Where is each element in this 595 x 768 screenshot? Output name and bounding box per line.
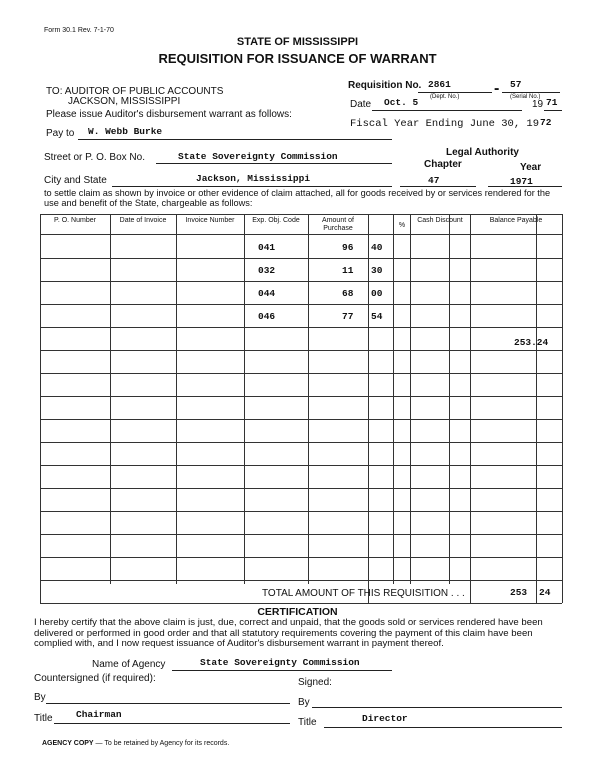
state-title: STATE OF MISSISSIPPI <box>236 36 359 48</box>
col-rule <box>449 214 450 584</box>
dept-no-line <box>418 92 492 93</box>
header-amount-of-purchase: Amount of Purchase <box>322 217 354 232</box>
year-label: Year <box>520 162 542 173</box>
table-row-rule <box>40 396 562 397</box>
signed-label: Signed: <box>298 677 332 688</box>
agency-label: Name of Agency <box>92 659 166 670</box>
agency-line <box>172 670 392 671</box>
right-title-line <box>324 727 562 728</box>
total-dollars: 253 <box>510 587 528 598</box>
table-row-rule <box>40 465 562 466</box>
row-4-cents: 54 <box>371 311 383 322</box>
table-row-rule <box>40 304 562 305</box>
date-line <box>372 110 522 111</box>
dept-no-note: (Dept. No.) <box>430 94 460 100</box>
row-1-code: 041 <box>258 242 276 253</box>
col-rule <box>40 214 41 603</box>
pay-to-label: Pay to <box>46 128 75 139</box>
serial-no-note: (Serial No.) <box>510 94 541 100</box>
header-date-of-invoice: Date of Invoice <box>119 217 167 224</box>
left-by-label: By <box>34 692 46 703</box>
col-rule <box>536 214 537 603</box>
chapter-value: 47 <box>428 175 440 186</box>
agency-copy-label: AGENCY COPY <box>42 740 94 747</box>
table-row-rule <box>40 442 562 443</box>
right-title-label: Title <box>298 717 317 728</box>
header-cash-discount: Cash Discount <box>417 217 463 224</box>
row-2-cents: 30 <box>371 265 383 276</box>
table-top-border <box>40 214 562 215</box>
table-row-rule <box>40 580 562 581</box>
row-4-dollars: 77 <box>342 311 354 322</box>
countersigned-label: Countersigned (if required): <box>34 673 156 684</box>
header-exp-obj-code: Exp. Obj. Code <box>252 217 300 224</box>
certification-heading: CERTIFICATION <box>257 606 338 618</box>
total-label: TOTAL AMOUNT OF THIS REQUISITION . . . <box>262 588 465 599</box>
table-row-rule <box>40 258 562 259</box>
fiscal-year-value: 72 <box>540 117 552 128</box>
year-line <box>544 110 562 111</box>
form-title: REQUISITION FOR ISSUANCE OF WARRANT <box>158 51 437 66</box>
legal-year-value: 1971 <box>510 176 533 187</box>
settle-claim-text: to settle claim as shown by invoice or other evidence of claim attached, all for goods received by or services rendered for the use and benefit of the State, chargeable as follows: <box>44 188 551 208</box>
requisition-label: Requisition No. <box>348 80 422 91</box>
year-value: 71 <box>546 97 558 108</box>
col-rule <box>470 214 471 603</box>
col-rule <box>176 214 177 584</box>
serial-no-line <box>502 92 560 93</box>
pay-to-line <box>78 139 392 140</box>
pay-to-value: W. Webb Burke <box>88 126 163 137</box>
table-row-rule <box>40 281 562 282</box>
left-title-value: Chairman <box>76 709 122 720</box>
row-1-cents: 40 <box>371 242 383 253</box>
table-bottom-border <box>40 603 562 604</box>
left-title-line <box>54 723 290 724</box>
row-3-code: 044 <box>258 288 276 299</box>
table-row-rule <box>40 557 562 558</box>
col-rule <box>562 214 563 603</box>
serial-no-value: 57 <box>510 79 522 90</box>
balance-payable-value: 253.24 <box>514 337 549 348</box>
table-header-rule <box>40 234 562 235</box>
header-po-number: P. O. Number <box>54 217 96 224</box>
row-1-dollars: 96 <box>342 242 354 253</box>
total-cents: 24 <box>539 587 551 598</box>
city-line <box>112 186 392 187</box>
street-value: State Sovereignty Commission <box>178 151 338 162</box>
city-label: City and State <box>44 175 107 186</box>
header-invoice-number: Invoice Number <box>185 217 235 224</box>
table-row-rule <box>40 327 562 328</box>
agency-value: State Sovereignty Commission <box>200 657 360 668</box>
table-row-rule <box>40 373 562 374</box>
certification-text: I hereby certify that the above claim is just, due, correct and unpaid, that the goods sold or services rendered have been delivered or performed in good order and that all statutory requirements covering the payment of this claim have been complied with, and I now request issuance of Auditor's disbursement warrant in payment thereof. <box>34 617 543 649</box>
table-row-rule <box>40 350 562 351</box>
city-value: Jackson, Mississippi <box>196 173 311 184</box>
col-rule <box>308 214 309 584</box>
col-rule <box>244 214 245 584</box>
col-rule <box>110 214 111 584</box>
right-by-label: By <box>298 697 310 708</box>
street-line <box>156 163 392 164</box>
col-rule <box>410 214 411 584</box>
header-balance-payable: Balance Payable <box>489 217 543 224</box>
row-2-code: 032 <box>258 265 276 276</box>
please-issue-text: Please issue Auditor's disbursement warrant as follows: <box>46 109 292 120</box>
agency-copy-text: — To be retained by Agency for its records. <box>93 740 230 747</box>
fiscal-year-label: Fiscal Year Ending June 30, 19 <box>350 118 540 130</box>
left-by-line <box>46 703 290 704</box>
row-4-code: 046 <box>258 311 276 322</box>
year-prefix: 19 <box>532 99 544 110</box>
table-row-rule <box>40 419 562 420</box>
row-3-dollars: 68 <box>342 288 354 299</box>
chapter-label: Chapter <box>424 159 462 170</box>
table-row-rule <box>40 488 562 489</box>
row-3-cents: 00 <box>371 288 383 299</box>
chapter-line <box>400 186 476 187</box>
agency-copy-note <box>42 740 229 747</box>
form-number: Form 30.1 Rev. 7-1-70 <box>44 27 114 34</box>
header-percent: % <box>398 222 406 229</box>
legal-authority-label: Legal Authority <box>446 147 519 158</box>
date-value: Oct. 5 <box>384 97 419 108</box>
col-rule <box>368 214 369 603</box>
dept-no-value: 2861 <box>428 79 451 90</box>
right-title-value: Director <box>362 713 408 724</box>
to-city: JACKSON, MISSISSIPPI <box>68 96 181 107</box>
requisition-dash: - <box>494 80 500 97</box>
to-auditor: TO: AUDITOR OF PUBLIC ACCOUNTS <box>46 86 224 97</box>
row-2-dollars: 11 <box>342 265 354 276</box>
col-rule <box>393 214 394 584</box>
right-by-line <box>312 707 562 708</box>
date-label: Date <box>350 99 372 110</box>
table-row-rule <box>40 534 562 535</box>
table-row-rule <box>40 511 562 512</box>
street-label: Street or P. O. Box No. <box>44 152 145 163</box>
left-title-label: Title <box>34 713 53 724</box>
